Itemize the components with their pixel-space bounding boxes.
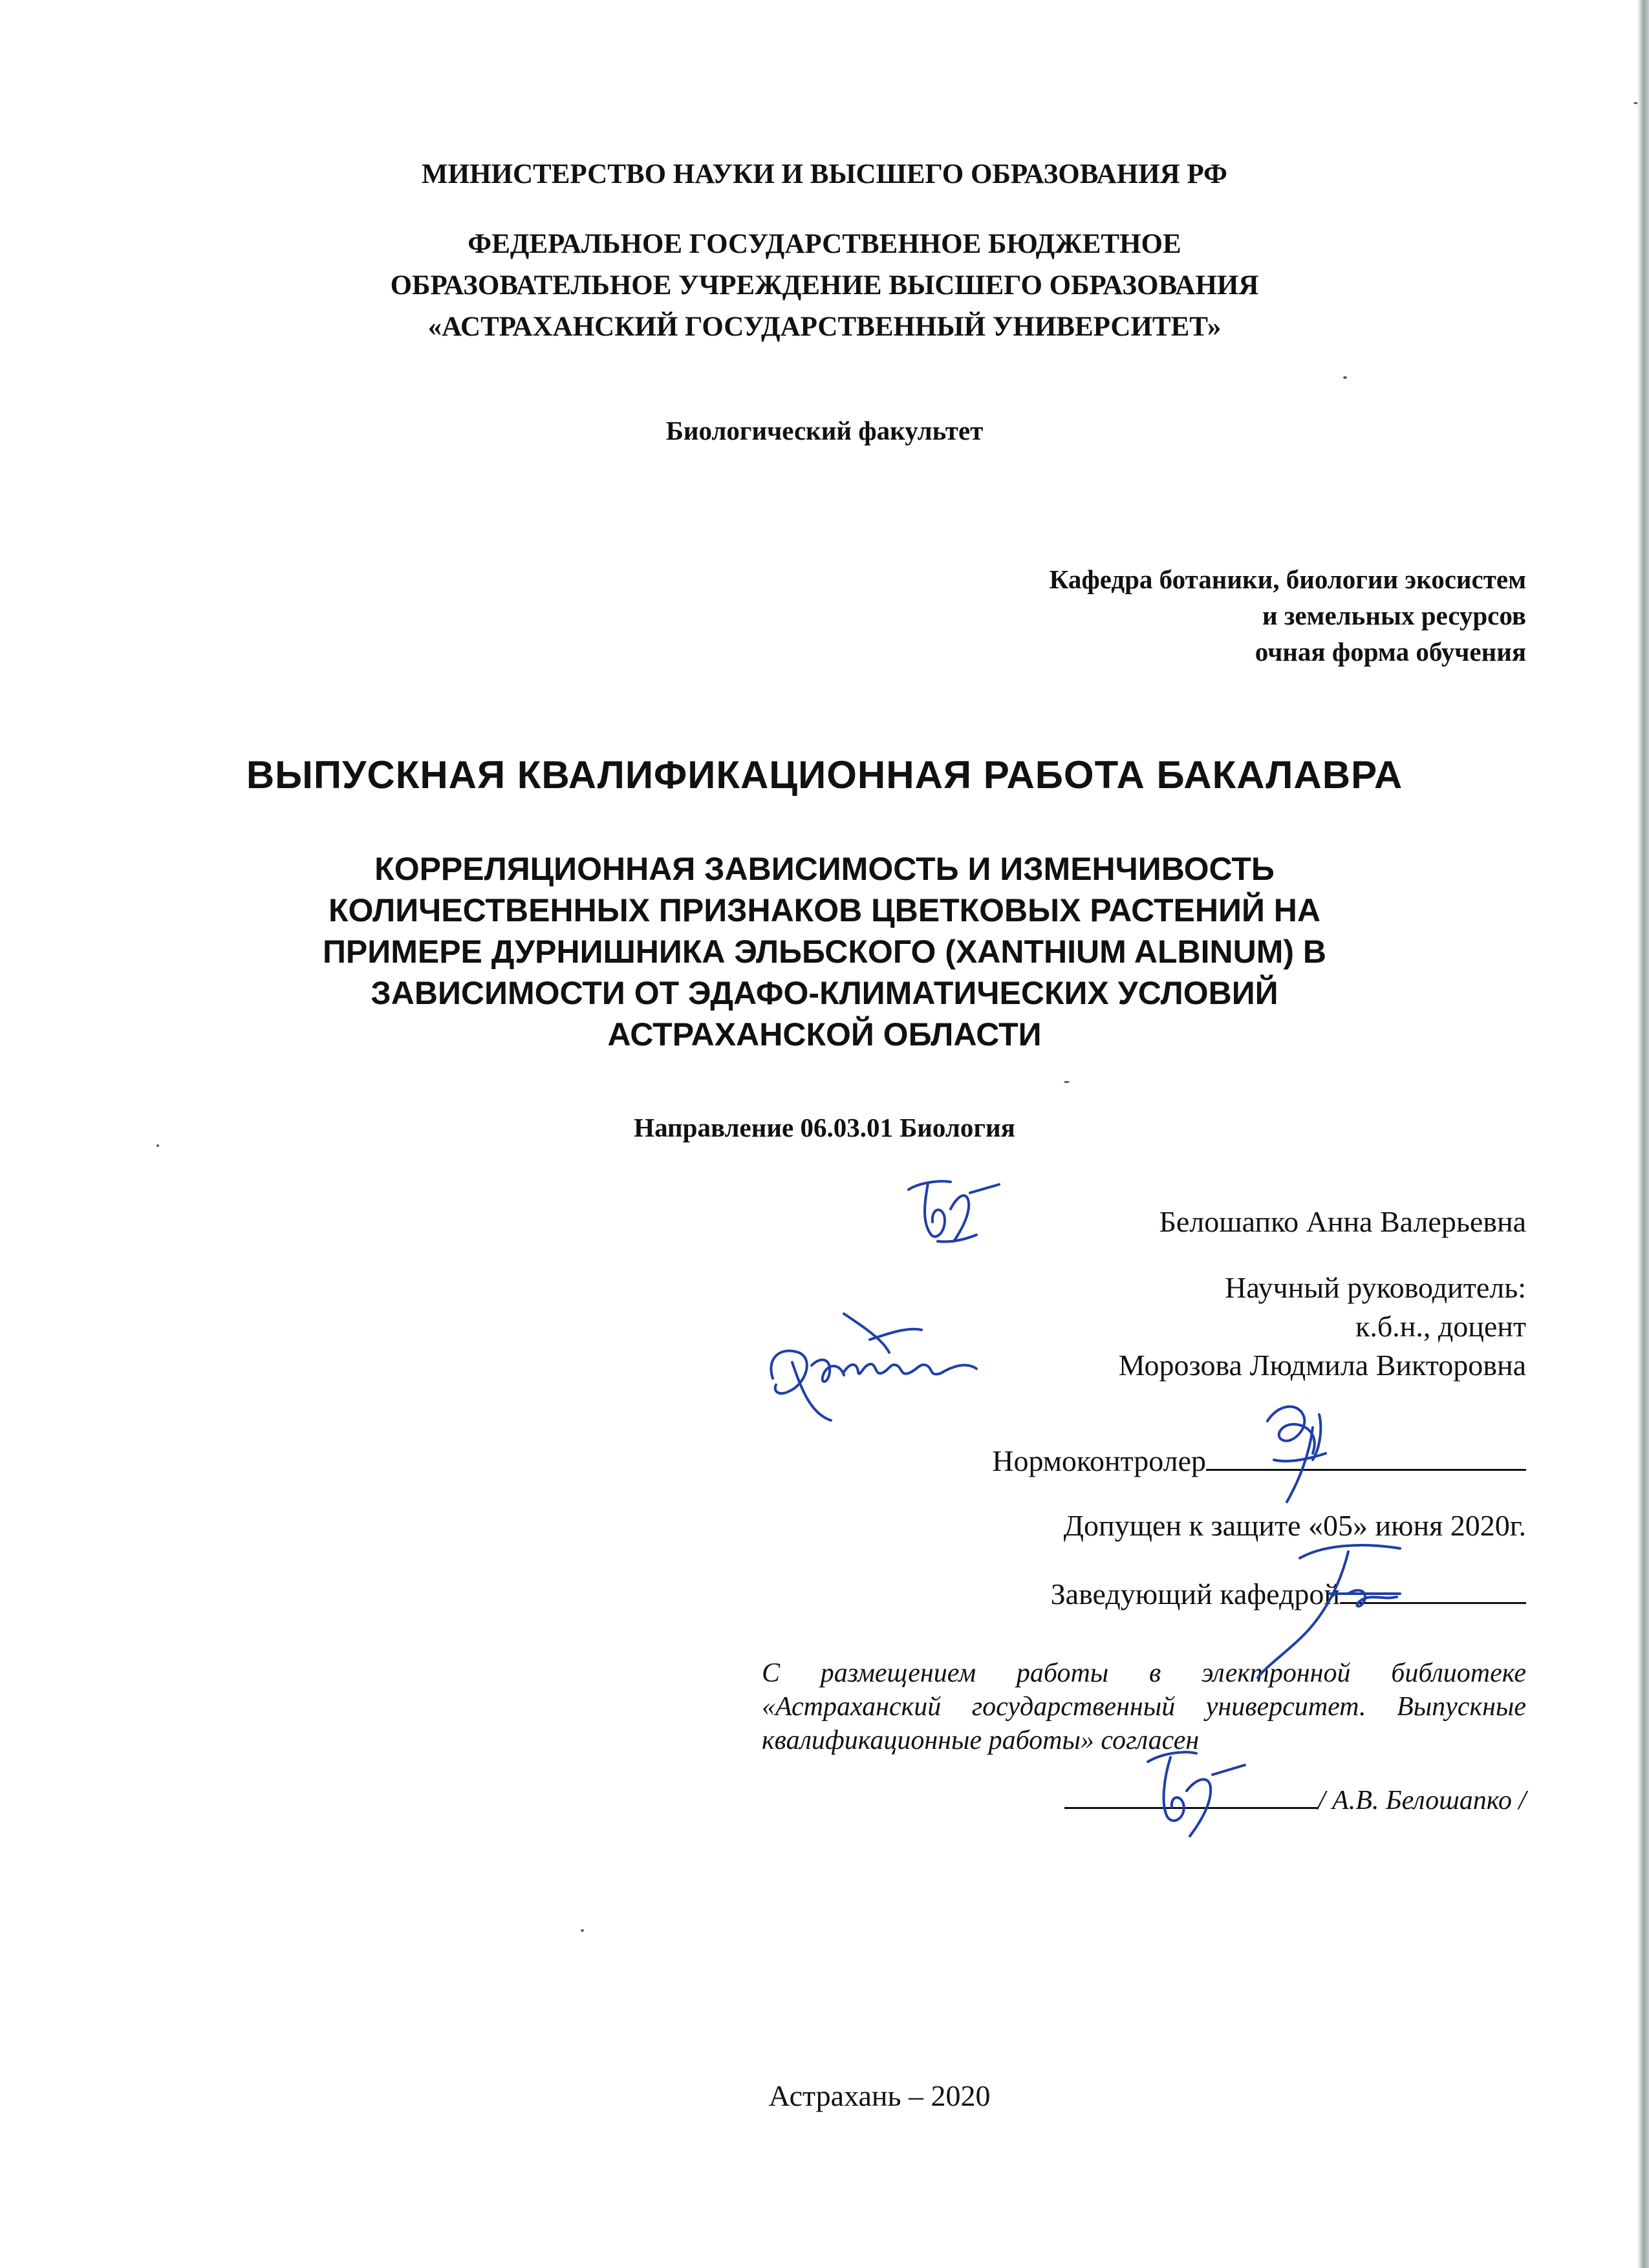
city-year: Астрахань – 2020 [768,2079,991,2112]
topic-line: КОРРЕЛЯЦИОННАЯ ЗАВИСИМОСТЬ И ИЗМЕНЧИВОСТЬ [374,851,1275,887]
department-line: и земельных ресурсов [1262,601,1526,630]
scan-speck [156,1144,159,1147]
admission-line: Допущен к защите «05» июня 2020г. [1063,1509,1526,1542]
department-line: Кафедра ботаники, биологии экосистем [1049,564,1526,594]
author-signature-drawing [892,1170,1009,1254]
consent-signature-drawing [1125,1746,1255,1843]
consent-text: С размещением работы в электронной библиотеке «Астраханский государственный университет. Выпускные квалификационные работы» согласен [762,1658,1526,1755]
supervisor-name: Морозова Людмила Викторовна [1118,1349,1526,1382]
institution-line: ОБРАЗОВАТЕЛЬНОЕ УЧРЕЖДЕНИЕ ВЫСШЕГО ОБРАЗОВАНИЯ [390,270,1259,301]
normcontrol-signature-drawing [1248,1389,1352,1512]
head-label: Заведующий кафедрой [1050,1578,1340,1610]
supervisor-label: Научный руководитель: [1225,1271,1526,1304]
scan-speck [581,1929,584,1932]
direction-line: Направление 06.03.01 Биология [634,1113,1015,1142]
scan-speck [1064,1081,1070,1083]
supervisor-block [1119,1268,1526,1385]
author-name: Белошапко Анна Валерьевна [1159,1205,1526,1238]
topic-line: КОЛИЧЕСТВЕННЫХ ПРИЗНАКОВ ЦВЕТКОВЫХ РАСТЕНИЙ НА [328,892,1320,928]
department-block [1050,561,1526,670]
department-line: очная форма обучения [1255,637,1526,667]
topic-line: ЗАВИСИМОСТИ ОТ ЭДАФО-КЛИМАТИЧЕСКИХ УСЛОВИЙ [371,975,1278,1011]
scan-edge [1637,0,1649,2268]
topic-line: АСТРАХАНСКОЙ ОБЛАСТИ [607,1016,1042,1053]
institution-line: «АСТРАХАНСКИЙ ГОСУДАРСТВЕННЫЙ УНИВЕРСИТЕТ» [427,312,1222,342]
consent-signature-caption: / А.В. Белошапко / [1317,1786,1526,1815]
head-signature-drawing [1251,1539,1458,1687]
work-type-title: ВЫПУСКНАЯ КВАЛИФИКАЦИОННАЯ РАБОТА БАКАЛАВРА [246,753,1403,797]
supervisor-signature-drawing [753,1301,999,1430]
scan-speck [1343,376,1347,379]
normcontrol-label: Нормоконтролер [992,1444,1206,1477]
ministry-heading: МИНИСТЕРСТВО НАУКИ И ВЫСШЕГО ОБРАЗОВАНИЯ РФ [422,159,1227,189]
institution-line: ФЕДЕРАЛЬНОЕ ГОСУДАРСТВЕННОЕ БЮДЖЕТНОЕ [468,229,1181,259]
topic-title [0,848,1649,1055]
supervisor-title: к.б.н., доцент [1355,1310,1526,1343]
topic-line: ПРИМЕРЕ ДУРНИШНИКА ЭЛЬБСКОГО (XANTHIUM ALBINUM) В [322,934,1327,970]
faculty-name: Биологический факультет [665,416,984,445]
institution-heading [0,224,1649,348]
